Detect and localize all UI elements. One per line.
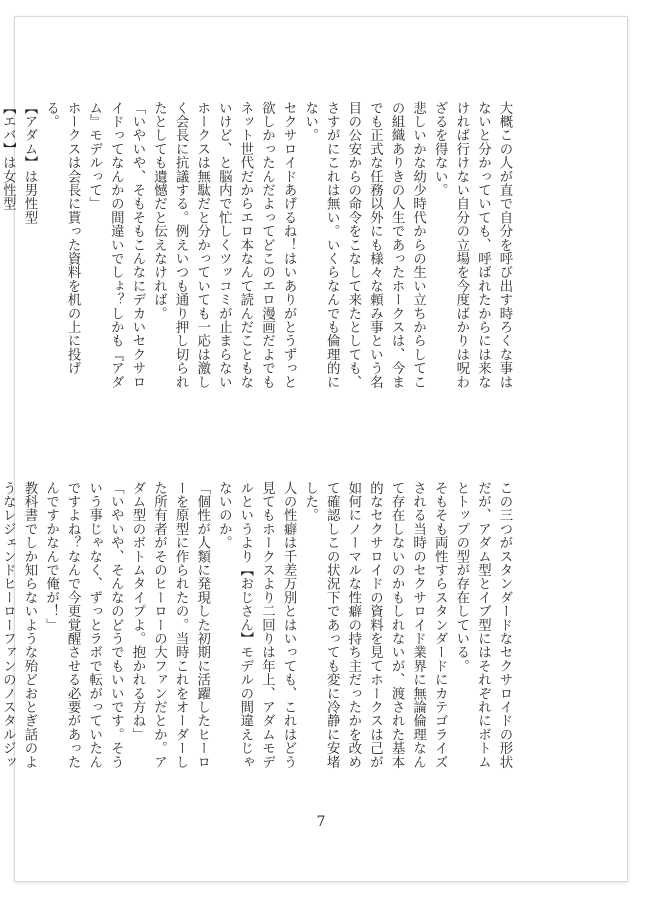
book-page (0, 16, 628, 882)
paragraph: 人の性癖は千差万別とはいっても、これはどう見てもホークスより二回りは年上、アダムモデルというより【おじさん】モデルの間違えじゃないのか。 (216, 481, 297, 769)
paragraph: ホークスは会長に貰った資料を机の上に投げる。 (43, 101, 81, 375)
dialogue-line: 「いやいや、そもそもこんなにデカいセクサロイドってなんかの間違いでしょ？しかも『アダム』モデルって」 (86, 101, 145, 389)
paragraph: この三つがスタンダードなセクサロイドの形状だが、アダム型とイブ型にはそれぞれにボトムとトップの型が存在している。 (453, 481, 512, 769)
page-number: 7 (316, 814, 326, 830)
dialogue-line: 「個性が人類に発現した初期に活躍したヒーローを原型に作られたの。当時これをオーダーした所有者がそのヒーローの大ファンだとか。アダム型のボトムタイプよ。抱かれる方ね」 (129, 481, 210, 769)
paragraph: 大概この人が直で自分を呼び出す時ろくな事はないと分かっていても、呼ばれたからには来なければ行けない自分の立場を今度ばかりは呪わざるを得ない。 (432, 101, 512, 389)
definition-line: 【エバ】は女性型 (0, 101, 16, 211)
upper-text-block (0, 101, 515, 401)
paragraph: 教科書でしか知らないような殆どおとぎ話のようなレジェンドヒーローファンのノスタルジッ (0, 481, 37, 769)
paragraph: そもそも両性すらスタンダードにカテゴライズされる当時のセクサロイド業界に無論倫理なんて存在しないのかもしれないが、渡された基本的なセクサロイドの資料を見てホークスは己が如何にノーマルな性癖の持ち主だったかを改めて確認しこの状況下であっても変に冷静に安堵した。 (302, 481, 448, 769)
lower-text-block (0, 481, 515, 781)
definition-line: 【アダム】は男性型 (21, 101, 37, 225)
paragraph: 悲しいかな幼少時代からの生い立ちからしてこの組織ありきの人生であったホークスは、今までも正式な任務以外にも様々な頼み事という名目の公安からの命令をこなして来たとしても、さすがにこれは無い。いくらなんでも倫理的にない。 (302, 101, 426, 389)
paragraph: セクサロイドあげるね！はいありがとうずっと欲しかったんだよってどこのエロ漫画だよでもネット世代だからエロ本なんて読んだこともないけど、と脳内で忙しくツッコミが止まらないホークスは無駄だと分かっていても一応は激しく会長に抗議する。例えいつも通り押し切られたとしても遺憾だと伝えなければ。 (151, 101, 297, 389)
dialogue-line: 「いやいや、そんなのどうでもいいです。そういう事じゃなく、ずっとラボで転がっていたんですよね？なんで今更覚醒させる必要があったんですかなんで俺が！」 (43, 481, 124, 769)
